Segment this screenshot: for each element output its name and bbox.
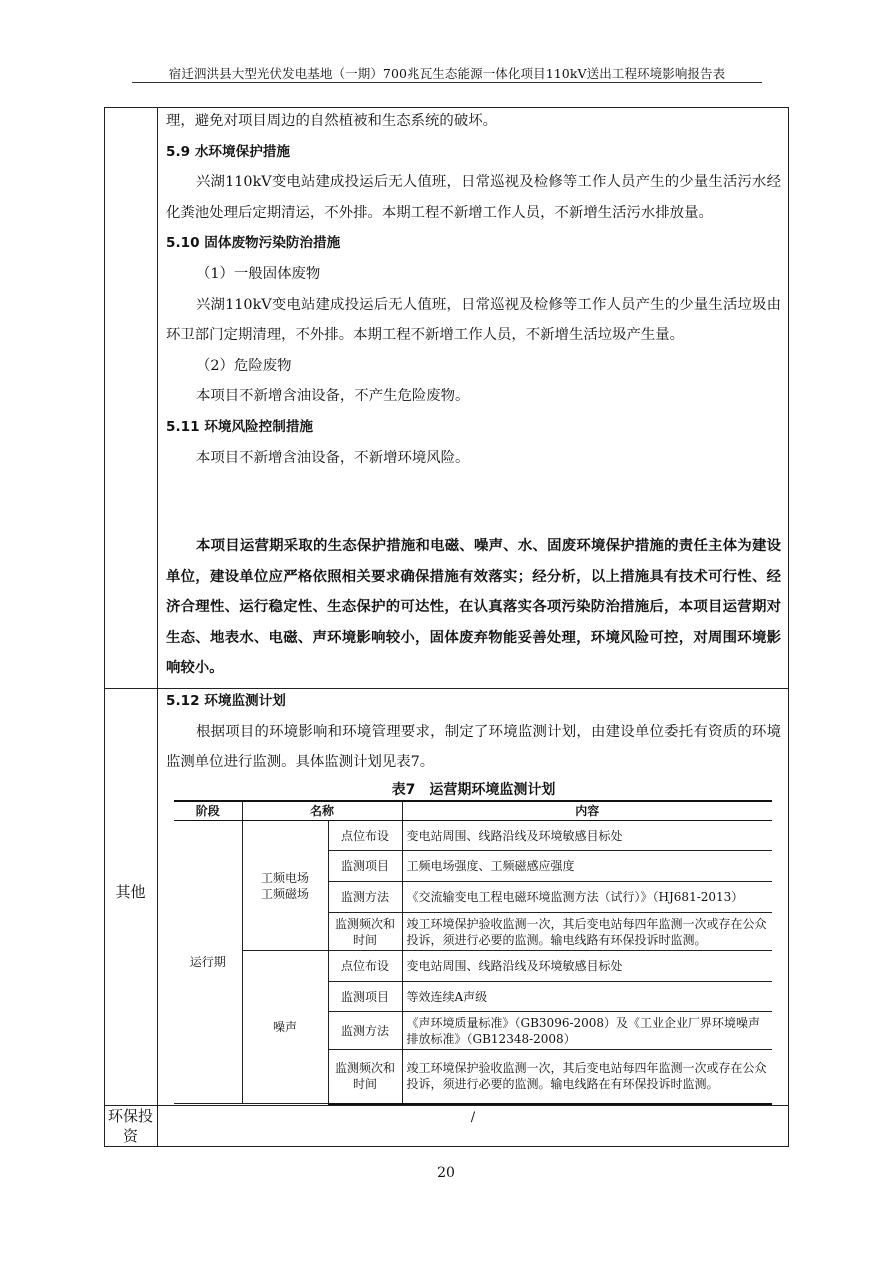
page-header-title: 宿迁泗洪县大型光伏发电基地（一期）700兆瓦生态能源一体化项目110kV送出工程环境影响报告表 bbox=[168, 66, 726, 81]
section-heading-5-10: 5.10 固体废物污染防治措施 bbox=[166, 235, 341, 252]
item-cell: 监测项目 bbox=[328, 851, 402, 882]
content-cell: 变电站周围、线路沿线及环境敏感目标处 bbox=[402, 951, 772, 982]
content-cell: 变电站周围、线路沿线及环境敏感目标处 bbox=[402, 821, 772, 851]
summary-paragraph: 本项目运营期采取的生态保护措施和电磁、噪声、水、固废环境保护措施的责任主体为建设单位，建设单位应严格依照相关要求确保措施有效落实；经分析，以上措施具有技术可行性、经济合理性、运行稳定性、生态保护的可达性，在认真落实各项污染防治措施后，本项目运营期对生态、地表水、电磁、声环境影响较小，固体废弃物能妥善处理，环境风险可控，对周围环境影响较小。 bbox=[166, 537, 781, 677]
text-line: 理，避免对项目周边的自然植被和生态系统的破坏。 bbox=[166, 113, 497, 129]
content-cell: 工频电场强度、工频磁感应强度 bbox=[402, 851, 772, 882]
content-cell: 《交流输变电工程电磁环境监测方法（试行）》（HJ681-2013） bbox=[402, 882, 772, 913]
content-cell: 竣工环境保护验收监测一次，其后变电站每四年监测一次或存在公众投诉，须进行必要的监测。输电线路在有环保投诉时监测。 bbox=[402, 1050, 772, 1104]
subheading: （1）一般固体废物 bbox=[196, 265, 321, 282]
paragraph: 兴湖110kV变电站建成投运后无人值班，日常巡视及检修等工作人员产生的少量生活污水经化粪池处理后定期清运，不外排。本期工程不新增工作人员，不新增生活污水排放量。 bbox=[166, 174, 781, 221]
header-content: 内容 bbox=[402, 801, 772, 821]
item-cell: 点位布设 bbox=[328, 821, 402, 851]
header-rule bbox=[132, 82, 762, 83]
page-number: 20 bbox=[437, 1165, 455, 1181]
content-cell: 《声环境质量标准》（GB3096-2008）及《工业企业厂界环境噪声排放标准》（GB12348-2008） bbox=[402, 1012, 772, 1050]
content-cell: 竣工环境保护验收监测一次，其后变电站每四年监测一次或存在公众投诉，须进行必要的监测。输电线路有环保投诉时监测。 bbox=[402, 913, 772, 951]
table-caption: 表7 运营期环境监测计划 bbox=[391, 782, 556, 798]
group-name-emf: 工频电场 工频磁场 bbox=[242, 821, 328, 951]
column-divider bbox=[157, 107, 158, 1147]
monitoring-content bbox=[166, 686, 781, 778]
item-cell: 点位布设 bbox=[328, 951, 402, 982]
paragraph: 本项目不新增含油设备，不新增环境风险。 bbox=[196, 449, 470, 466]
content-cell: 等效连续A声级 bbox=[402, 982, 772, 1012]
paragraph: 本项目不新增含油设备，不产生危险废物。 bbox=[196, 388, 470, 405]
item-cell: 监测方法 bbox=[328, 882, 402, 913]
subheading: （2）危险废物 bbox=[196, 357, 292, 374]
investment-row-label: 环保投资 bbox=[107, 1107, 153, 1145]
investment-value: / bbox=[470, 1110, 476, 1125]
measures-content bbox=[166, 106, 781, 473]
paragraph: 兴湖110kV变电站建成投运后无人值班，日常巡视及检修等工作人员产生的少量生活垃圾由环卫部门定期清理，不外排。本期工程不新增工作人员，不新增生活垃圾产生量。 bbox=[166, 296, 781, 344]
measures-summary bbox=[166, 531, 781, 684]
table-row bbox=[174, 821, 772, 851]
header-name: 名称 bbox=[242, 801, 402, 821]
other-row-label: 其他 bbox=[115, 883, 146, 901]
stage-cell: 运行期 bbox=[174, 821, 242, 1104]
monitoring-intro: 根据项目的环境影响和环境管理要求，制定了环境监测计划，由建设单位委托有资质的环境监测单位进行监测。具体监测计划见表7。 bbox=[166, 723, 781, 771]
section-heading-5-9: 5.9 水环境保护措施 bbox=[166, 143, 290, 160]
group-name-noise: 噪声 bbox=[242, 951, 328, 1104]
section-heading-5-12: 5.12 环境监测计划 bbox=[166, 693, 286, 709]
row-divider-investment bbox=[104, 1105, 789, 1106]
table-header-row bbox=[174, 801, 772, 821]
header-stage: 阶段 bbox=[174, 801, 242, 821]
section-heading-5-11: 5.11 环境风险控制措施 bbox=[166, 418, 314, 435]
item-cell: 监测项目 bbox=[328, 982, 402, 1012]
table-row bbox=[174, 951, 772, 982]
monitoring-plan-table bbox=[174, 800, 772, 1105]
item-cell: 监测频次和时间 bbox=[328, 913, 402, 951]
item-cell: 监测频次和时间 bbox=[328, 1050, 402, 1104]
item-cell: 监测方法 bbox=[328, 1012, 402, 1050]
